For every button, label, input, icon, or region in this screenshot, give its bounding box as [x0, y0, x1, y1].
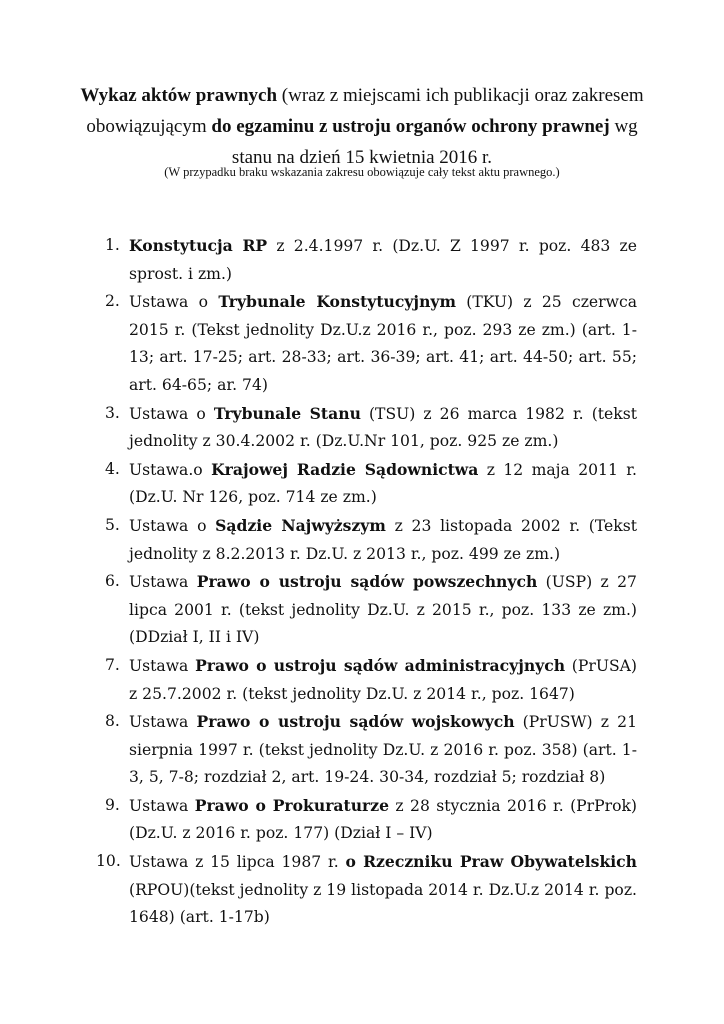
- list-item-number: 3.: [105, 403, 120, 422]
- list-item: [0, 232, 637, 288]
- heading-text-2: wg stanu na dzień 15 kwietnia 2016 r.: [231, 116, 638, 168]
- list-item-number: 10.: [96, 852, 121, 871]
- list-item-details: z 12 maja 2011 r. (Dz.U. Nr 126, poz. 714 ze zm.): [129, 460, 637, 507]
- list-item-act-name: Krajowej Radzie Sądownictwa: [211, 459, 479, 479]
- list-item-number: 8.: [105, 712, 120, 731]
- list-item-number: 1.: [105, 236, 120, 254]
- list-item-act-name: Konstytucja RP: [129, 236, 268, 255]
- list-item-number: 7.: [105, 655, 120, 674]
- list-item-act-name: Prawo o ustroju sądów wojskowych: [196, 712, 515, 732]
- list-item-details: (USP) z 27 lipca 2001 r. (tekst jednolity Dz.U. z 2015 r., poz. 133 ze zm.) (DDział I, II i IV): [129, 573, 637, 647]
- list-item-number: 4.: [105, 459, 120, 478]
- list-item-details: (TSU) z 26 marca 1982 r. (tekst jednolity z 30.4.2002 r. (Dz.U.Nr 101, poz. 925 ze zm.): [129, 404, 637, 451]
- list-item-number: 2.: [105, 292, 120, 311]
- list-item: [0, 288, 637, 399]
- list-item-details: (TKU) z 25 czerwca 2015 r. (Tekst jednolity Dz.U.z 2016 r., poz. 293 ze zm.) (art. 1-13; art. 17-25; art. 28-33; art. 36-39; art. 41; art. 44-50; art. 55; art. 64-65; ar. 74): [129, 293, 637, 394]
- list-item-details: z 2.4.1997 r. (Dz.U. Z 1997 r. poz. 483 ze sprost. i zm.): [129, 237, 637, 283]
- list-item: [0, 652, 637, 708]
- list-item-number: 9.: [105, 795, 120, 814]
- heading-text-1: (wraz z miejscami ich publikacji oraz zakresem obowiązującym: [86, 85, 644, 137]
- list-item-prefix: Ustawa: [129, 656, 196, 675]
- list-item-act-name: Trybunale Stanu: [213, 403, 361, 423]
- list-item-prefix: Ustawa o: [129, 404, 214, 423]
- list-item-act-name: o Rzeczniku Praw Obywatelskich: [345, 852, 637, 872]
- heading-title: Wykaz aktów prawnych: [80, 85, 278, 106]
- list-item-act-name: Sądzie Najwyższym: [215, 515, 386, 535]
- list-item-prefix: Ustawa: [129, 713, 197, 732]
- heading-exam-name: do egzaminu z ustroju organów ochrony prawnej: [211, 116, 610, 137]
- document-note: (W przypadku braku wskazania zakresu obowiązuje cały tekst aktu prawnego.): [164, 165, 560, 179]
- list-item-act-name: Trybunale Konstytucyjnym: [218, 292, 456, 312]
- list-item: [0, 568, 637, 652]
- list-item: [0, 512, 637, 568]
- list-item: [0, 708, 637, 792]
- list-item-details: z 23 listopada 2002 r. (Tekst jednolity z 8.2.2013 r. Dz.U. z 2013 r., poz. 499 ze zm.): [129, 516, 638, 563]
- list-item-prefix: Ustawa: [129, 573, 197, 592]
- legal-acts-list: [0, 232, 724, 932]
- list-item-details: (PrUSA) z 25.7.2002 r. (tekst jednolity Dz.U. z 2014 r., poz. 1647): [129, 656, 637, 703]
- list-item: [0, 848, 637, 932]
- list-item: [0, 456, 637, 512]
- list-item-act-name: Prawo o ustroju sądów powszechnych: [196, 572, 538, 592]
- list-item-details: z 28 stycznia 2016 r. (PrProk) (Dz.U. z 2016 r. poz. 177) (Dział I – IV): [129, 796, 638, 843]
- list-item-prefix: Ustawa: [129, 796, 195, 815]
- list-item-prefix: Ustawa.o: [129, 460, 212, 479]
- list-item-act-name: Prawo o ustroju sądów administracyjnych: [195, 655, 566, 675]
- list-item: [0, 400, 637, 456]
- list-item-act-name: Prawo o Prokuraturze: [194, 795, 390, 815]
- document-heading: [80, 80, 644, 173]
- list-item-details: (PrUSW) z 21 sierpnia 1997 r. (tekst jednolity Dz.U. z 2016 r. poz. 358) (art. 1-3, 5, 7-8; rozdział 2, art. 19-24. 30-34, rozdział 5; rozdział 8): [129, 713, 637, 787]
- list-item-number: 6.: [105, 572, 120, 591]
- list-item-details: (RPOU)(tekst jednolity z 19 listopada 2014 r. Dz.U.z 2014 r. poz. 1648) (art. 1-17b): [129, 880, 637, 927]
- list-item-prefix: Ustawa o: [129, 516, 216, 535]
- list-item: [0, 792, 637, 848]
- list-item-number: 5.: [105, 515, 120, 534]
- list-item-prefix: Ustawa z 15 lipca 1987 r.: [129, 853, 346, 872]
- list-item-prefix: Ustawa o: [129, 293, 219, 312]
